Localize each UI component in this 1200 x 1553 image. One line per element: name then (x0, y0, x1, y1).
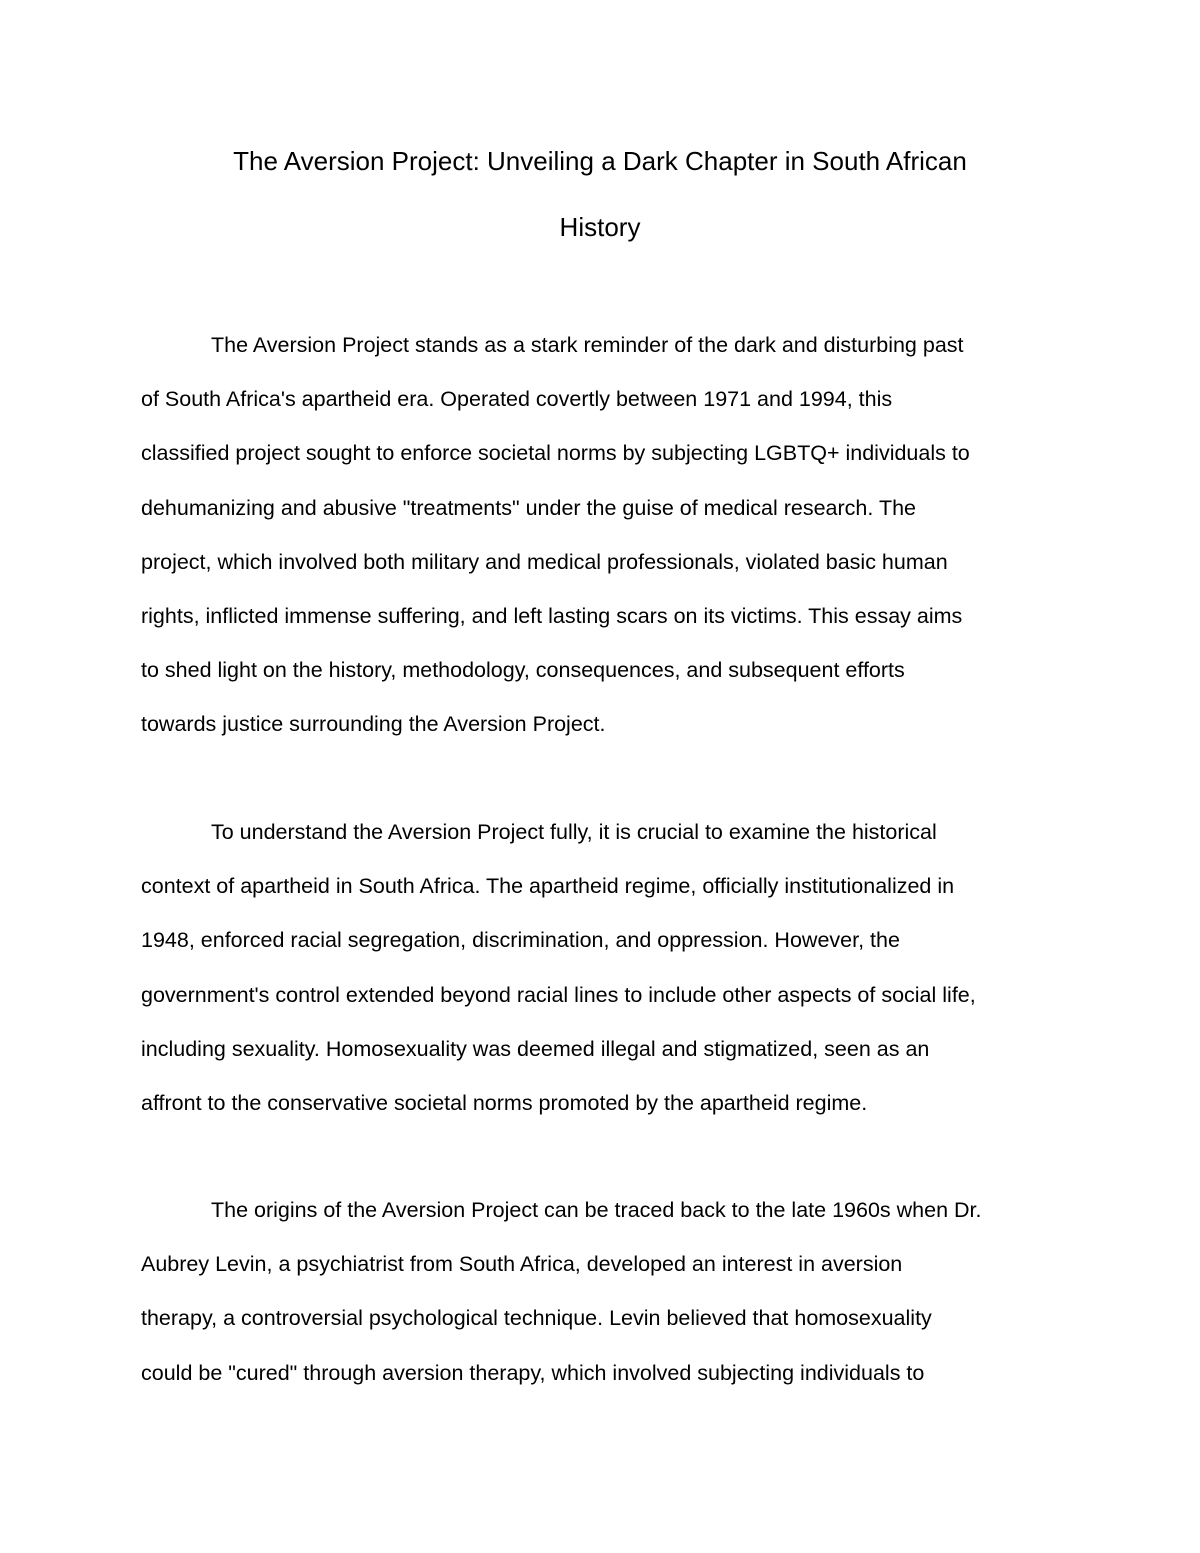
paragraph-historical-context: To understand the Aversion Project fully, it is crucial to examine the historical context of apartheid in South Africa. The apartheid regime, officially institutionalized in 1948, enforced racial segregation, discrimination, and oppression. However, the government's control extended beyond racial lines to include other aspects of social life, including sexuality. Homosexuality was deemed illegal and stigmatized, seen as an affront to the conservative societal norms promoted by the apartheid regime. (141, 820, 976, 1116)
paragraph-origins: The origins of the Aversion Project can be traced back to the late 1960s when Dr. Aubrey Levin, a psychiatrist from South Africa, developed an interest in aversion therapy, a controversial psychological technique. Levin believed that homosexuality could be "cured" through aversion therapy, which involved subjecting individuals to (141, 1198, 982, 1385)
paragraph-intro: The Aversion Project stands as a stark reminder of the dark and disturbing past of South Africa's apartheid era. Operated covertly between 1971 and 1994, this classified project sought to enforce societal norms by subjecting LGBTQ+ individuals to dehumanizing and abusive "treatments" under the guise of medical research. The project, which involved both military and medical professionals, violated basic human rights, inflicted immense suffering, and left lasting scars on its victims. This essay aims to shed light on the history, methodology, consequences, and subsequent efforts towards justice surrounding the Aversion Project. (141, 333, 970, 737)
page-title: The Aversion Project: Unveiling a Dark Chapter in South African History (233, 146, 967, 242)
